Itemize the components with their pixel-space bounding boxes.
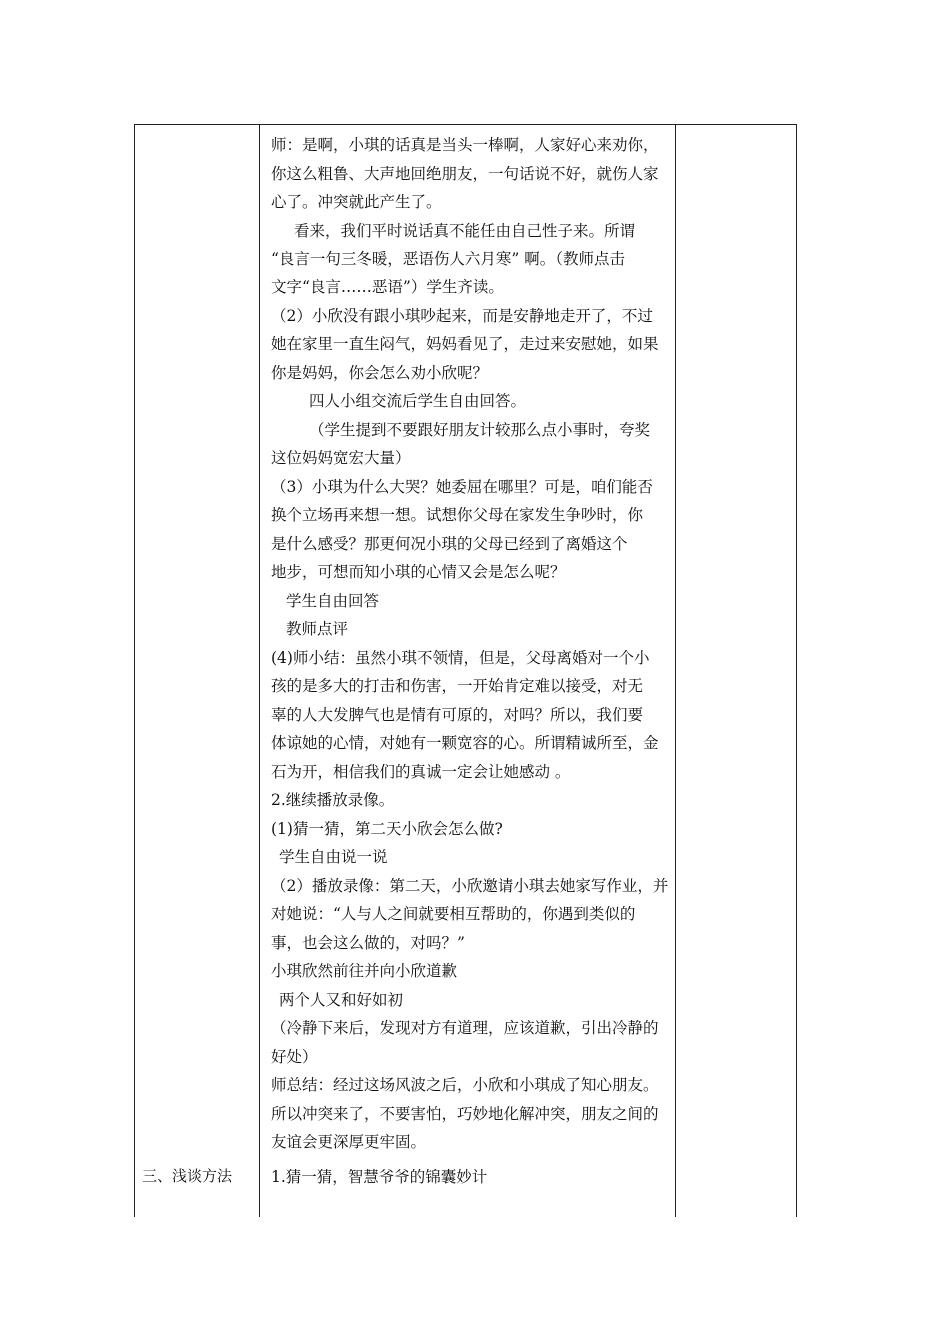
text-line: 四人小组交流后学生自由回答。	[309, 392, 527, 410]
text-line: 辜的人大发脾气也是情有可原的，对吗？所以，我们要	[271, 706, 644, 724]
text-line: （2）小欣没有跟小琪吵起来，而是安静地走开了，不过	[271, 307, 653, 325]
text-line: 体谅她的心情，对她有一颗宽容的心。所谓精诚所至，金	[271, 734, 659, 752]
text-line: (4)师小结：虽然小琪不领情，但是，父母离婚对一个小	[271, 649, 650, 667]
text-line: 好处）	[271, 1048, 318, 1066]
text-line: 你这么粗鲁、大声地回绝朋友，一句话说不好，就伤人家	[271, 165, 659, 183]
text-line: 心了。冲突就此产生了。	[271, 193, 442, 211]
text-line: (1)猜一猜，第二天小欣会怎么做?	[271, 820, 503, 838]
text-line: 教师点评	[286, 620, 349, 638]
column-divider	[675, 125, 676, 1217]
text-line: “良言一句三冬暖，恶语伤人六月寒” 啊。（教师点击	[271, 250, 626, 268]
text-line: 所以冲突来了，不要害怕，巧妙地化解冲突，朋友之间的	[271, 1105, 659, 1123]
text-line: 事，也会这么做的，对吗？”	[271, 934, 465, 952]
text-line: （冷静下来后，发现对方有道理，应该道歉，引出冷静的	[271, 1019, 659, 1037]
text-line: 看来，我们平时说话真不能任由自己性子来。所谓	[294, 222, 636, 240]
text-line: （3）小琪为什么大哭？她委屈在哪里？可是，咱们能否	[271, 478, 653, 496]
text-line: 学生自由说一说	[279, 848, 388, 866]
column-divider	[259, 125, 260, 1217]
text-line: 学生自由回答	[286, 592, 380, 610]
text-line: 友谊会更深厚更牢固。	[271, 1133, 427, 1151]
lesson-table	[134, 124, 797, 1217]
text-line: 这位妈妈宽宏大量）	[271, 449, 411, 467]
text-line: 对她说：“人与人之间就要相互帮助的，你遇到类似的	[271, 905, 636, 923]
text-line: 2.继续播放录像。	[271, 791, 395, 809]
section-label: 三、浅谈方法	[142, 1167, 233, 1185]
text-line: 师总结：经过这场风波之后，小欣和小琪成了知心朋友。	[271, 1076, 659, 1094]
text-line: 小琪欣然前往并向小欣道歉	[271, 962, 458, 980]
text-line: 石为开，相信我们的真诚一定会让她感动 。	[271, 763, 571, 781]
text-line: 文字“良言……恶语”）学生齐读。	[271, 278, 504, 296]
text-line: 你是妈妈，你会怎么劝小欣呢？	[271, 364, 489, 382]
text-line: 换个立场再来想一想。试想你父母在家发生争吵时，你	[271, 506, 644, 524]
text-line: （2）播放录像：第二天，小欣邀请小琪去她家写作业，并	[271, 877, 669, 895]
text-line: 两个人又和好如初	[279, 991, 404, 1009]
text-line: 她在家里一直生闷气，妈妈看见了，走过来安慰她，如果	[271, 335, 659, 353]
text-line: 1.猜一猜，智慧爷爷的锦囊妙计	[271, 1168, 488, 1186]
text-line: 是什么感受？那更何况小琪的父母已经到了离婚这个	[271, 535, 628, 553]
text-line: 孩的是多大的打击和伤害，一开始肯定难以接受，对无	[271, 677, 644, 695]
text-line: 师：是啊，小琪的话真是当头一棒啊，人家好心来劝你，	[271, 136, 659, 154]
text-line: 地步，可想而知小琪的心情又会是怎么呢？	[271, 563, 566, 581]
text-line: （学生提到不要跟好朋友计较那么点小事时，夸奖	[309, 421, 651, 439]
